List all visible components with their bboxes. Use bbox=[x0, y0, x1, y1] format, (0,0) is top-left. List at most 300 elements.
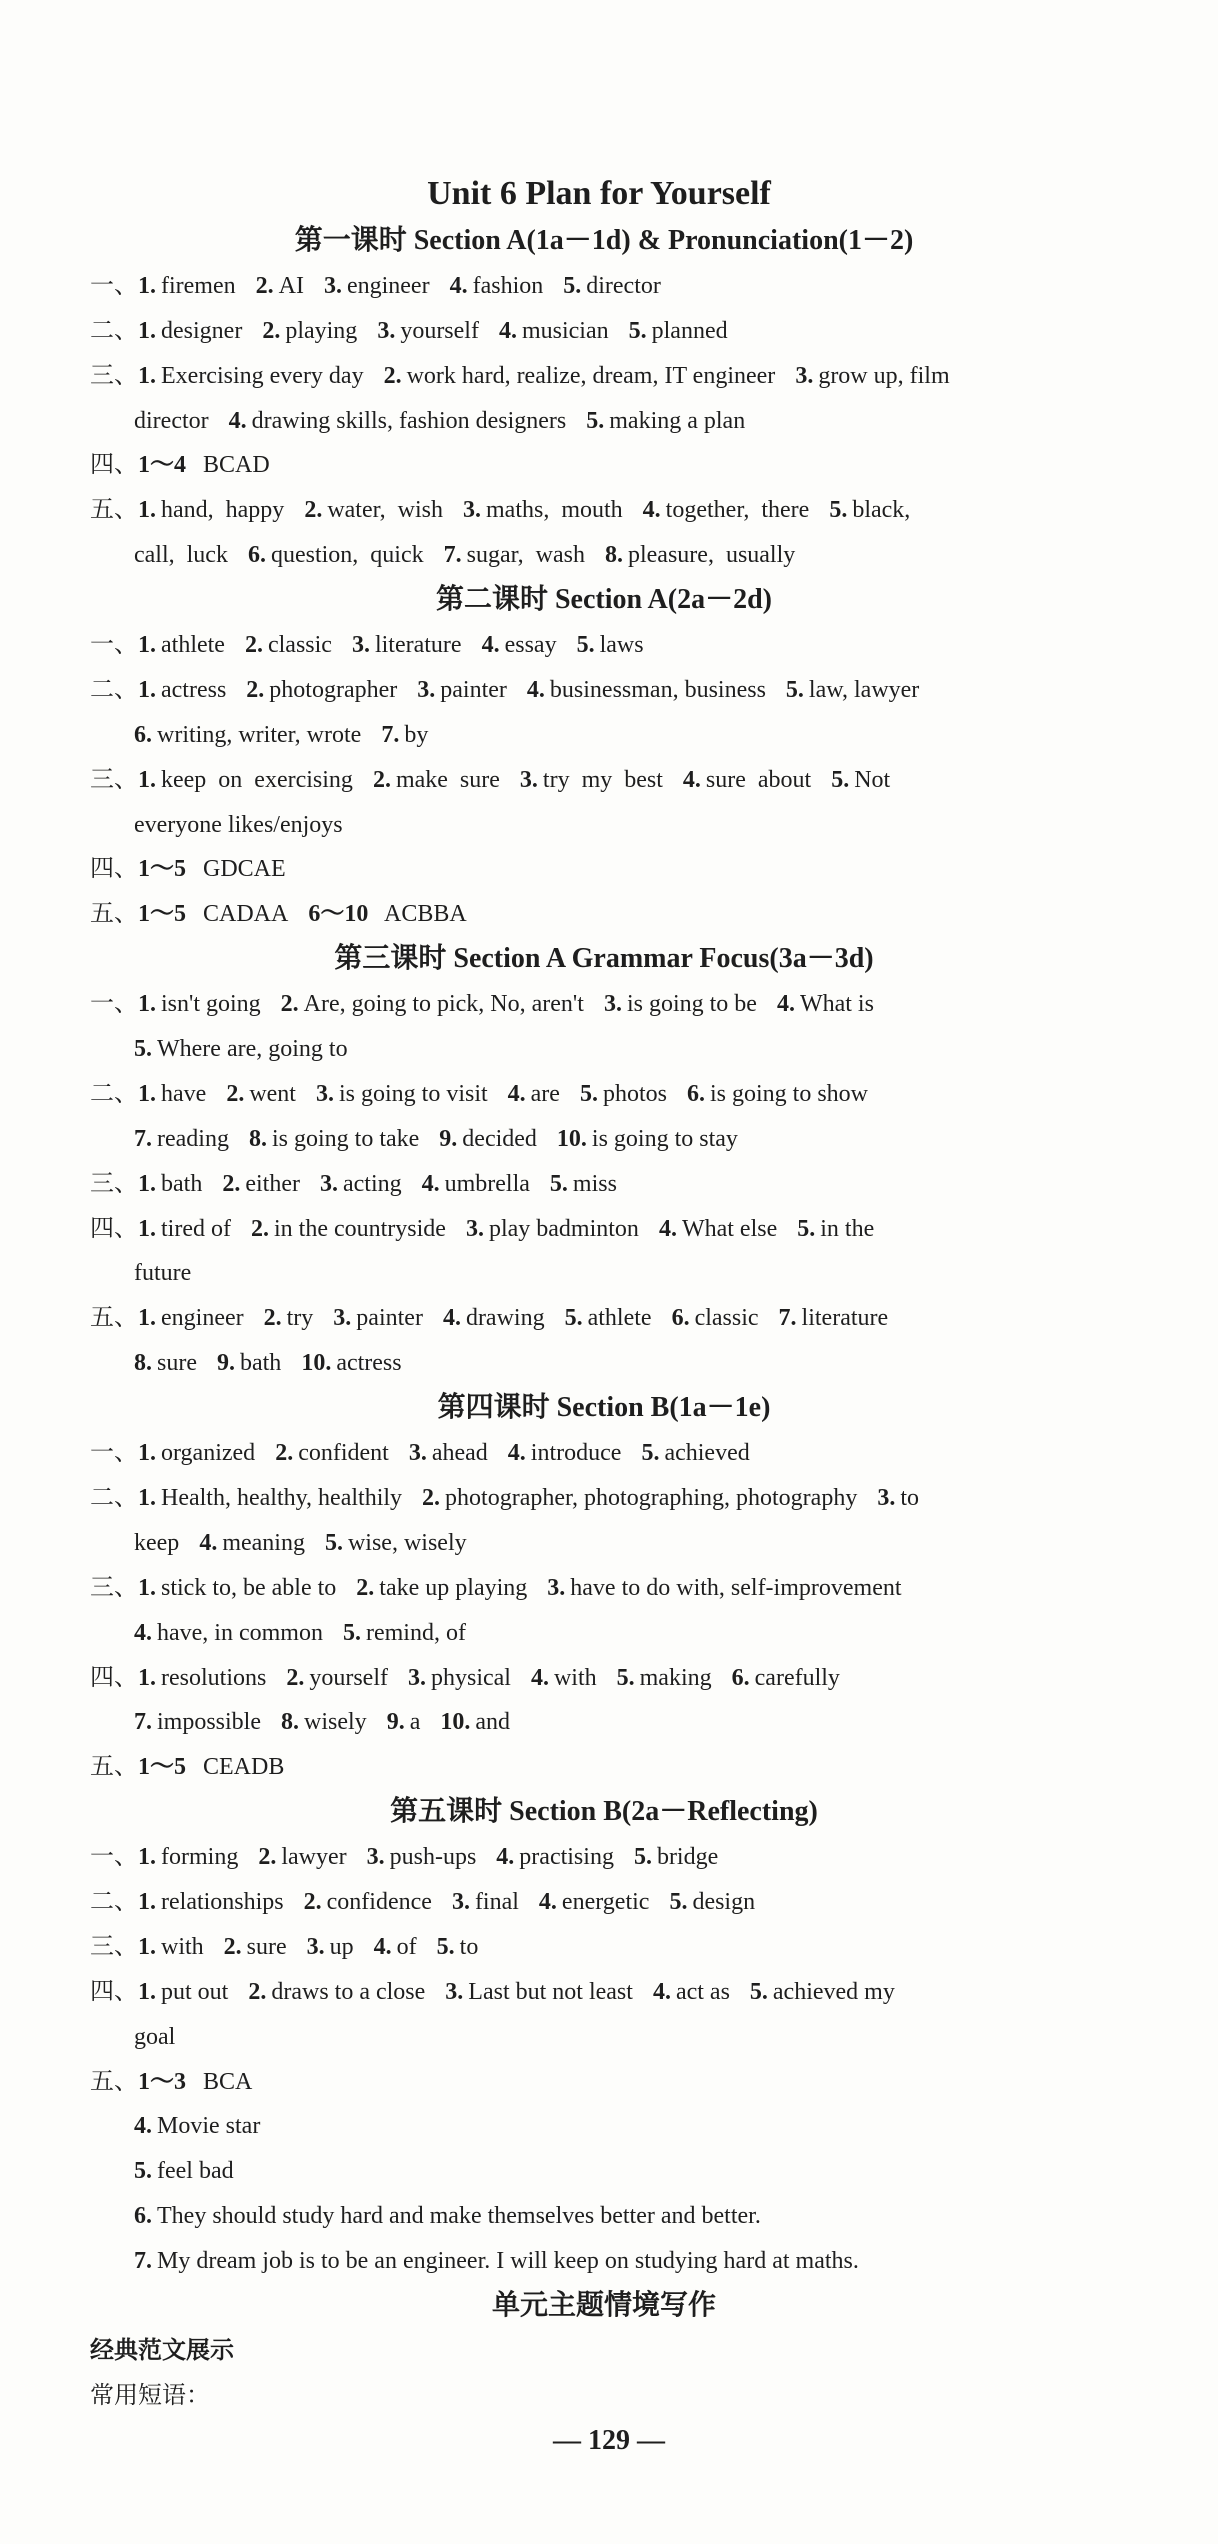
answer-item bbox=[134, 1126, 229, 1152]
answer-text: fashion bbox=[472, 272, 544, 299]
answer-text: acting bbox=[342, 1170, 402, 1197]
answer-text: feel bad bbox=[157, 2158, 234, 2185]
question-number: 4. bbox=[449, 272, 468, 299]
answer-item bbox=[672, 1305, 759, 1331]
answer-item bbox=[687, 1081, 868, 1107]
answer-line bbox=[0, 1296, 1218, 1341]
answer-text: Not bbox=[854, 766, 891, 793]
answer-text: have, in common bbox=[157, 1619, 323, 1646]
answer-text: push-ups bbox=[389, 1844, 477, 1871]
exercise-number: 四、 bbox=[90, 1215, 138, 1242]
answer-item bbox=[445, 1979, 633, 2005]
answer-item bbox=[134, 1530, 179, 1556]
answer-text: businessman, business bbox=[549, 676, 766, 703]
question-number: 5. bbox=[576, 632, 595, 659]
question-number: 2. bbox=[263, 1305, 282, 1332]
answer-text: organized bbox=[161, 1440, 256, 1467]
question-number: 1. bbox=[138, 1440, 156, 1467]
exercise-number: 五、 bbox=[90, 497, 138, 524]
page-number: — 129 — bbox=[553, 2424, 665, 2456]
answer-text: yourself bbox=[400, 317, 479, 344]
question-number: 1. bbox=[138, 1170, 156, 1197]
answer-line-continued bbox=[0, 2149, 1218, 2194]
answer-item bbox=[580, 1081, 667, 1107]
answer-text: confidence bbox=[326, 1888, 432, 1915]
answer-item bbox=[417, 677, 507, 703]
question-number: 5. bbox=[324, 1529, 343, 1556]
question-number: 2. bbox=[356, 1574, 375, 1601]
question-number: 4. bbox=[642, 497, 661, 524]
answer-text: have to do with, self-improvement bbox=[570, 1574, 902, 1601]
answer-item bbox=[134, 2158, 234, 2184]
question-number: 3. bbox=[351, 632, 370, 659]
question-number: 4. bbox=[652, 1978, 671, 2005]
answer-text: sure bbox=[157, 1350, 197, 1377]
answer-text: bridge bbox=[656, 1844, 719, 1871]
question-number: 5. bbox=[436, 1933, 455, 1960]
subsection-label: 经典范文展示 bbox=[90, 2337, 234, 2364]
answer-item bbox=[750, 1979, 895, 2005]
answer-item bbox=[786, 677, 919, 703]
question-number: 4. bbox=[442, 1305, 461, 1332]
answer-item bbox=[482, 632, 557, 658]
section-heading: 第四课时 Section B(1a－1e) bbox=[437, 1392, 771, 1424]
answer-item bbox=[444, 542, 585, 568]
question-number: 1. bbox=[138, 1484, 156, 1511]
answer-text: pleasure, usually bbox=[627, 542, 796, 569]
answer-item bbox=[138, 901, 288, 927]
question-number: 4. bbox=[134, 2113, 152, 2140]
question-number: 2. bbox=[246, 676, 265, 703]
answer-blocks bbox=[0, 219, 1218, 2419]
question-number: 2. bbox=[226, 1080, 245, 1107]
answer-text: of bbox=[396, 1933, 417, 1960]
answer-item bbox=[134, 408, 209, 434]
section-heading: 第二课时 Section A(2a－2d) bbox=[435, 584, 772, 616]
answer-item bbox=[333, 1305, 423, 1331]
answer-text: maths, mouth bbox=[486, 497, 623, 524]
answer-line-continued bbox=[0, 1027, 1218, 1072]
exercise-number: 二、 bbox=[90, 1080, 138, 1107]
question-number: 7. bbox=[381, 721, 400, 748]
answer-item bbox=[138, 452, 270, 478]
question-number: 4. bbox=[481, 632, 500, 659]
question-number: 4. bbox=[498, 317, 517, 344]
answer-item bbox=[138, 1934, 204, 1960]
answer-text: in the bbox=[820, 1215, 875, 1242]
answer-line-continued bbox=[0, 1700, 1218, 1745]
question-number: 3. bbox=[306, 1933, 325, 1960]
answer-line-continued bbox=[0, 1521, 1218, 1566]
question-number: 6. bbox=[686, 1080, 705, 1107]
question-number: 5. bbox=[563, 272, 582, 299]
answer-text: director bbox=[586, 272, 661, 299]
answer-item bbox=[831, 767, 890, 793]
question-number: 7. bbox=[134, 1125, 152, 1152]
question-number: 3. bbox=[319, 1170, 338, 1197]
answer-item bbox=[256, 273, 304, 299]
question-number: 3. bbox=[547, 1574, 566, 1601]
question-number: 8. bbox=[134, 1350, 152, 1377]
answer-text: laws bbox=[599, 632, 644, 659]
answer-item bbox=[134, 1350, 197, 1376]
answer-item bbox=[307, 1934, 354, 1960]
unit-title: Unit 6 Plan for Yourself bbox=[427, 175, 771, 212]
answer-item bbox=[229, 408, 567, 434]
answer-text: by bbox=[404, 721, 429, 748]
answer-item bbox=[557, 1126, 738, 1152]
answer-text: designer bbox=[161, 317, 243, 344]
answer-line-continued bbox=[0, 533, 1218, 578]
section-heading: 第一课时 Section A(1a－1d) & Pronunciation(1－2) bbox=[294, 225, 914, 256]
question-number: 4. bbox=[228, 407, 247, 434]
answer-text: essay bbox=[504, 632, 557, 659]
exercise-number: 一、 bbox=[90, 991, 138, 1018]
question-number: 5. bbox=[829, 497, 848, 524]
answer-text: actress bbox=[336, 1350, 402, 1377]
question-number: 8. bbox=[248, 1125, 267, 1152]
answer-item bbox=[138, 363, 364, 389]
answer-text: introduce bbox=[530, 1440, 622, 1467]
answer-item bbox=[356, 1575, 527, 1601]
answer-text: playing bbox=[285, 317, 358, 344]
answer-item bbox=[138, 497, 284, 523]
answer-text: athlete bbox=[161, 632, 225, 659]
answer-text: achieved my bbox=[772, 1978, 895, 2005]
answer-item bbox=[422, 1485, 857, 1511]
answer-text: writing, writer, wrote bbox=[157, 721, 362, 748]
answer-item bbox=[138, 1440, 255, 1466]
question-number: 3. bbox=[451, 1888, 470, 1915]
question-number: 1. bbox=[138, 272, 156, 299]
answer-text: photos bbox=[602, 1080, 667, 1107]
answer-text: sure bbox=[246, 1933, 287, 1960]
answer-text: and bbox=[475, 1709, 510, 1736]
answer-item bbox=[384, 363, 776, 389]
question-number: 2. bbox=[422, 1484, 441, 1511]
answer-item bbox=[134, 812, 343, 838]
answer-text: athlete bbox=[587, 1305, 652, 1332]
question-number: 9. bbox=[386, 1709, 405, 1736]
answer-line bbox=[0, 892, 1218, 937]
answer-item bbox=[138, 1081, 206, 1107]
question-number: 1. bbox=[138, 1080, 156, 1107]
answer-text: everyone likes/enjoys bbox=[134, 811, 343, 838]
answer-text: bath bbox=[239, 1350, 282, 1377]
question-number: 3. bbox=[366, 1844, 385, 1871]
answer-text: Last but not least bbox=[468, 1978, 633, 2005]
answer-text: What is bbox=[799, 991, 874, 1018]
answer-item bbox=[732, 1665, 840, 1691]
answer-line bbox=[0, 354, 1218, 399]
question-number: 1. bbox=[138, 1215, 156, 1242]
question-number: 1. bbox=[138, 632, 156, 659]
answer-line-continued bbox=[0, 2104, 1218, 2149]
answer-text: sure about bbox=[705, 766, 812, 793]
answer-item bbox=[258, 1844, 346, 1870]
answer-item bbox=[134, 1260, 191, 1286]
answer-text: They should study hard and make themselves better and better. bbox=[157, 2203, 761, 2230]
answer-item bbox=[653, 1979, 730, 2005]
question-number: 2. bbox=[383, 362, 402, 389]
answer-line-continued bbox=[0, 1117, 1218, 1162]
answer-item bbox=[450, 273, 544, 299]
answer-item bbox=[138, 767, 353, 793]
answer-text: planned bbox=[651, 317, 728, 344]
answer-item bbox=[138, 1665, 266, 1691]
answer-item bbox=[134, 542, 228, 568]
answer-line bbox=[0, 1162, 1218, 1207]
answer-text: put out bbox=[161, 1978, 229, 2005]
question-number: 2. bbox=[258, 1844, 277, 1871]
question-number: 2. bbox=[250, 1215, 269, 1242]
answer-text: Are, going to pick, No, aren't bbox=[303, 991, 584, 1018]
question-number: 7. bbox=[778, 1305, 797, 1332]
question-number: 6. bbox=[134, 721, 152, 748]
answer-item bbox=[134, 1036, 348, 1062]
question-number: 5. bbox=[134, 2158, 152, 2185]
question-number: 6. bbox=[731, 1664, 750, 1691]
question-number: 2. bbox=[244, 632, 263, 659]
answer-item bbox=[262, 318, 357, 344]
exercise-number: 三、 bbox=[90, 1170, 138, 1197]
answer-text: work hard, realize, dream, IT engineer bbox=[406, 362, 776, 389]
answer-item bbox=[797, 1216, 874, 1242]
answer-item bbox=[531, 1665, 597, 1691]
answer-text: black, bbox=[852, 497, 911, 524]
answer-text: classic bbox=[694, 1305, 759, 1332]
question-number: 2. bbox=[262, 317, 281, 344]
answer-item bbox=[138, 2069, 252, 2095]
answer-text: water, wish bbox=[327, 497, 443, 524]
answer-text: isn't going bbox=[161, 991, 261, 1018]
question-number: 4. bbox=[530, 1664, 549, 1691]
question-number: 5. bbox=[549, 1170, 568, 1197]
answer-text: My dream job is to be an engineer. I will keep on studying hard at maths. bbox=[157, 2248, 859, 2275]
answer-item bbox=[134, 2024, 175, 2050]
question-number: 1. bbox=[138, 1305, 156, 1332]
question-number: 2. bbox=[280, 991, 299, 1018]
answer-line bbox=[0, 443, 1218, 488]
question-number: 1. bbox=[138, 1844, 156, 1871]
answer-text: design bbox=[692, 1888, 756, 1915]
question-number: 3. bbox=[417, 676, 436, 703]
question-number: 6. bbox=[671, 1305, 690, 1332]
answer-item bbox=[134, 1709, 261, 1735]
answer-item bbox=[324, 273, 430, 299]
answer-text: GDCAE bbox=[191, 856, 286, 883]
answer-text: have bbox=[161, 1080, 207, 1107]
answer-text: keep bbox=[134, 1529, 180, 1556]
exercise-number: 二、 bbox=[90, 1888, 138, 1915]
answer-item bbox=[245, 632, 332, 658]
answer-item bbox=[275, 1440, 389, 1466]
question-number: 4. bbox=[199, 1529, 218, 1556]
answer-item bbox=[466, 1216, 639, 1242]
answer-line-continued bbox=[0, 1611, 1218, 1656]
answer-text: Movie star bbox=[157, 2113, 261, 2140]
answer-item bbox=[634, 1844, 718, 1870]
exercise-number: 四、 bbox=[90, 1978, 138, 2005]
answer-item bbox=[520, 767, 663, 793]
question-number: 4. bbox=[682, 766, 701, 793]
question-number: 3. bbox=[333, 1305, 352, 1332]
question-number: 2. bbox=[248, 1978, 267, 2005]
question-number: 3. bbox=[407, 1664, 426, 1691]
question-number: 1. bbox=[138, 317, 156, 344]
answer-text: is going to stay bbox=[591, 1125, 738, 1152]
answer-text: lawyer bbox=[281, 1844, 347, 1871]
answer-item bbox=[777, 991, 874, 1017]
answer-text: Health, healthy, healthily bbox=[161, 1484, 403, 1511]
answer-item bbox=[134, 2203, 761, 2229]
answer-line bbox=[0, 1970, 1218, 2015]
answer-key-page bbox=[0, 169, 1218, 2464]
answer-line-continued bbox=[0, 1341, 1218, 1386]
answer-line bbox=[0, 1566, 1218, 1611]
answer-text: carefully bbox=[754, 1664, 840, 1691]
answer-text: engineer bbox=[161, 1305, 244, 1332]
answer-text: classic bbox=[267, 632, 332, 659]
question-number: 1～5 bbox=[138, 1754, 186, 1781]
answer-text: Where are, going to bbox=[157, 1036, 348, 1063]
answer-text: musician bbox=[521, 317, 609, 344]
question-number: 6～10 bbox=[308, 901, 369, 928]
question-number: 10. bbox=[440, 1709, 471, 1736]
question-number: 4. bbox=[496, 1844, 515, 1871]
question-number: 5. bbox=[633, 1844, 652, 1871]
answer-item bbox=[301, 1350, 401, 1376]
answer-item bbox=[577, 632, 644, 658]
answer-text: physical bbox=[430, 1664, 511, 1691]
exercise-number: 五、 bbox=[90, 2068, 138, 2095]
question-number: 10. bbox=[301, 1350, 332, 1377]
answer-line bbox=[0, 982, 1218, 1027]
answer-text: impossible bbox=[157, 1709, 262, 1736]
answer-text: ahead bbox=[431, 1440, 488, 1467]
answer-item bbox=[138, 1171, 202, 1197]
question-number: 1. bbox=[138, 362, 156, 389]
question-number: 4. bbox=[526, 676, 545, 703]
question-number: 4. bbox=[421, 1170, 440, 1197]
answer-item bbox=[138, 1575, 336, 1601]
question-number: 10. bbox=[556, 1125, 587, 1152]
answer-item bbox=[281, 1709, 367, 1735]
question-number: 4. bbox=[507, 1440, 526, 1467]
answer-line bbox=[0, 1925, 1218, 1970]
answer-line-continued bbox=[0, 1251, 1218, 1296]
answer-item bbox=[779, 1305, 889, 1331]
answer-item bbox=[134, 1620, 323, 1646]
exercise-number: 一、 bbox=[90, 1440, 138, 1467]
answer-text: either bbox=[245, 1170, 300, 1197]
question-number: 1～4 bbox=[138, 452, 186, 479]
answer-item bbox=[539, 1889, 650, 1915]
question-number: 3. bbox=[408, 1440, 427, 1467]
question-number: 2. bbox=[222, 1170, 241, 1197]
answer-text: decided bbox=[462, 1125, 537, 1152]
answer-line bbox=[0, 1880, 1218, 1925]
answer-item bbox=[248, 542, 424, 568]
answer-line bbox=[0, 2060, 1218, 2105]
answer-text: act as bbox=[675, 1978, 730, 2005]
question-number: 7. bbox=[134, 2248, 152, 2275]
question-number: 2. bbox=[255, 272, 274, 299]
answer-item bbox=[199, 1530, 305, 1556]
question-number: 5. bbox=[831, 766, 850, 793]
answer-text: in the countryside bbox=[273, 1215, 446, 1242]
answer-text: achieved bbox=[664, 1440, 750, 1467]
answer-item bbox=[629, 318, 728, 344]
answer-line bbox=[0, 623, 1218, 668]
answer-item bbox=[249, 1126, 419, 1152]
answer-item bbox=[440, 1709, 510, 1735]
answer-text: resolutions bbox=[161, 1664, 267, 1691]
question-number: 5. bbox=[797, 1215, 816, 1242]
section-heading: 第五课时 Section B(2a－Reflecting) bbox=[390, 1796, 818, 1828]
answer-item bbox=[138, 1979, 228, 2005]
answer-text: BCA bbox=[191, 2068, 253, 2095]
answer-text: What else bbox=[681, 1215, 778, 1242]
answer-item bbox=[308, 901, 466, 927]
question-number: 4. bbox=[134, 1619, 152, 1646]
question-number: 5. bbox=[579, 1080, 598, 1107]
answer-item bbox=[659, 1216, 777, 1242]
answer-item bbox=[829, 497, 910, 523]
answer-text: is going to take bbox=[271, 1125, 420, 1152]
question-number: 1. bbox=[138, 1933, 156, 1960]
answer-text: meaning bbox=[222, 1529, 305, 1556]
question-number: 1～5 bbox=[138, 901, 186, 928]
answer-text: photographer bbox=[269, 676, 398, 703]
answer-item bbox=[409, 1440, 488, 1466]
question-number: 5. bbox=[586, 407, 605, 434]
answer-text: drawing skills, fashion designers bbox=[251, 407, 567, 434]
answer-text: is going to be bbox=[626, 991, 757, 1018]
question-number: 5. bbox=[628, 317, 647, 344]
answer-text: yourself bbox=[309, 1664, 388, 1691]
answer-item bbox=[381, 722, 428, 748]
question-number: 3. bbox=[877, 1484, 896, 1511]
answer-text: miss bbox=[572, 1170, 617, 1197]
answer-text: umbrella bbox=[444, 1170, 530, 1197]
question-number: 3. bbox=[323, 272, 342, 299]
answer-text: with bbox=[553, 1664, 597, 1691]
question-number: 5. bbox=[785, 676, 804, 703]
answer-item bbox=[422, 1171, 530, 1197]
exercise-number: 四、 bbox=[90, 856, 138, 883]
subsection-label: 常用短语： bbox=[90, 2382, 210, 2409]
answer-text: director bbox=[134, 407, 209, 434]
answer-text: engineer bbox=[346, 272, 430, 299]
answer-item bbox=[222, 1171, 300, 1197]
answer-item bbox=[325, 1530, 467, 1556]
answer-item bbox=[138, 1889, 284, 1915]
answer-line bbox=[0, 264, 1218, 309]
question-number: 3. bbox=[463, 497, 481, 524]
question-number: 1. bbox=[138, 1888, 156, 1915]
answer-item bbox=[496, 1844, 614, 1870]
question-number: 3. bbox=[315, 1080, 334, 1107]
answer-text: keep on exercising bbox=[161, 766, 353, 793]
answer-item bbox=[367, 1844, 477, 1870]
exercise-number: 四、 bbox=[90, 452, 138, 479]
answer-item bbox=[527, 677, 766, 703]
answer-text: painter bbox=[356, 1305, 423, 1332]
exercise-number: 五、 bbox=[90, 901, 138, 928]
answer-text: to bbox=[900, 1484, 919, 1511]
answer-text: make sure bbox=[395, 766, 500, 793]
